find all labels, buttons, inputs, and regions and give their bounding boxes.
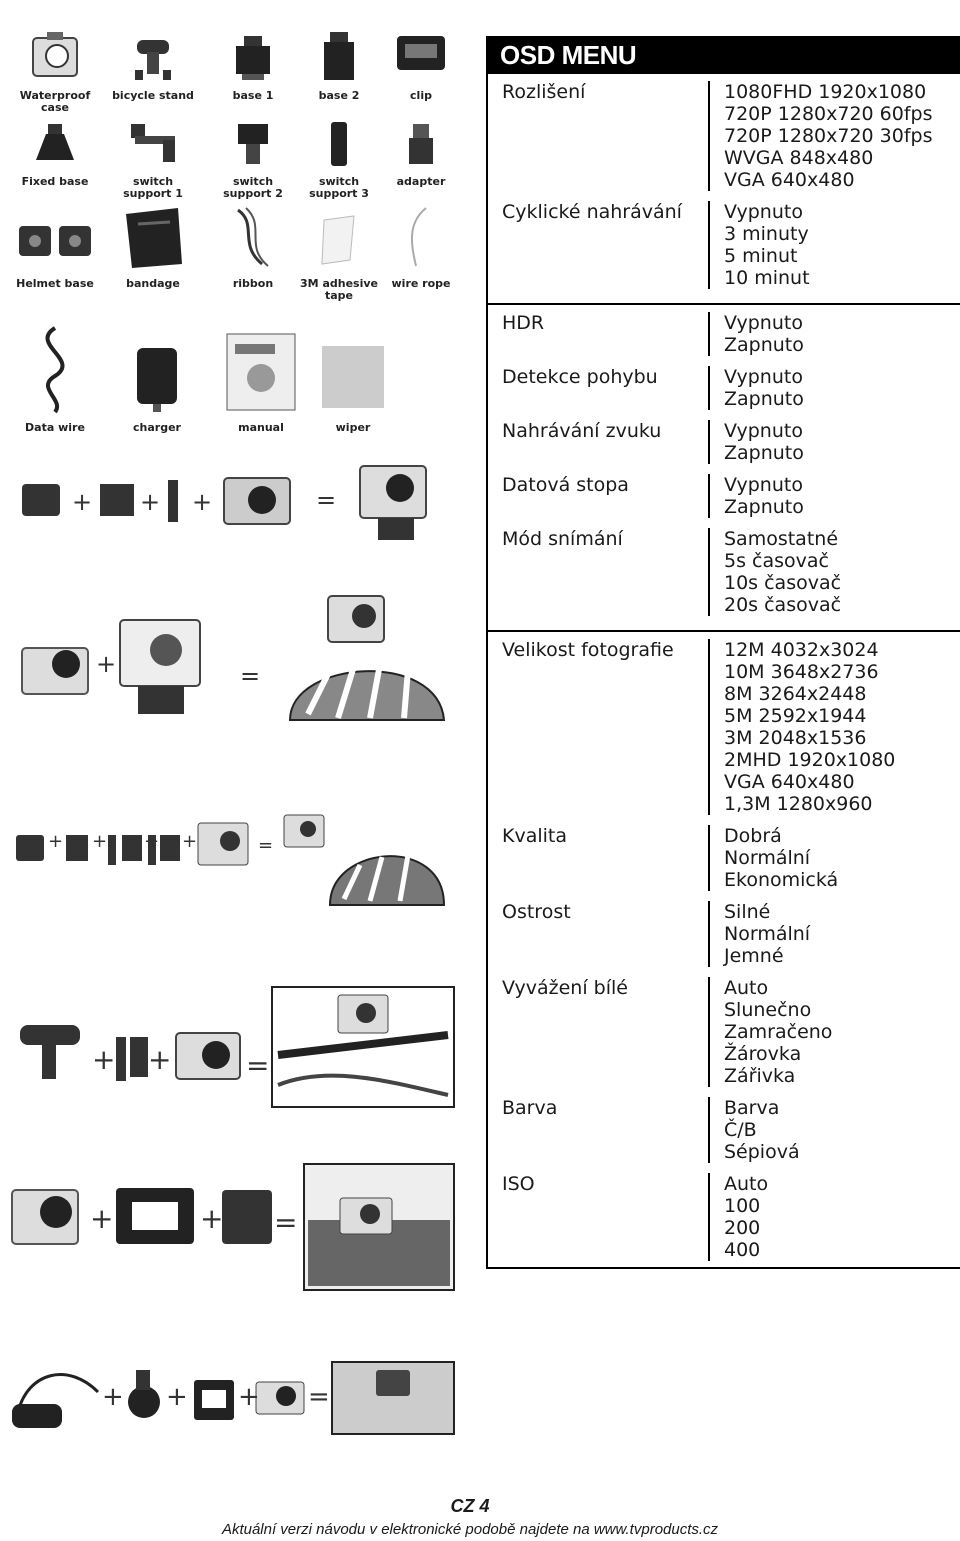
- osd-value: VGA 640x480: [724, 169, 855, 191]
- osd-value: Vypnuto: [724, 474, 803, 496]
- osd-setting-name: Datová stopa: [488, 474, 710, 518]
- osd-value: 1080FHD 1920x1080: [724, 81, 927, 103]
- osd-value: 1,3M 1280x960: [724, 793, 873, 815]
- assembly-combo-2: [8, 590, 463, 740]
- osd-value: Zapnuto: [724, 442, 804, 464]
- bicycle-stand: [108, 28, 198, 102]
- equals-sign: =: [308, 1382, 330, 1412]
- plus-sign: +: [144, 831, 160, 852]
- osd-value: Zapnuto: [724, 334, 804, 356]
- osd-setting-values: [710, 81, 933, 191]
- osd-value: 5M 2592x1944: [724, 705, 867, 727]
- osd-value: 5 minut: [724, 245, 798, 267]
- osd-setting-name: Kvalita: [488, 825, 710, 891]
- osd-setting-name: Rozlišení: [488, 81, 710, 191]
- osd-value: Samostatné: [724, 528, 839, 550]
- switch-support-2-icon: [228, 120, 278, 168]
- accessory-label: Waterproof case: [19, 89, 91, 114]
- osd-setting-values: [710, 639, 895, 815]
- footer-note: Aktuální verzi návodu v elektronické podobě najdete na www.tvproducts.cz: [221, 1521, 719, 1538]
- helmet-base: [10, 200, 100, 290]
- osd-row: [488, 1087, 960, 1163]
- osd-setting-values: [710, 901, 810, 967]
- accessory-label: wire rope: [391, 277, 451, 290]
- accessory-label: Helmet base: [16, 277, 94, 290]
- osd-setting-values: [710, 528, 841, 616]
- accessory-row-1: [8, 28, 463, 114]
- osd-row: [488, 74, 960, 191]
- plus-sign: +: [96, 650, 117, 678]
- assembly-combo-6-illustration: [8, 1352, 463, 1442]
- accessory-row-4: [8, 310, 463, 440]
- adapter: [376, 114, 466, 188]
- osd-setting-name: Barva: [488, 1097, 710, 1163]
- base-2-icon: [314, 30, 364, 82]
- osd-value: Č/B: [724, 1119, 757, 1141]
- page-number: CZ 4: [450, 1496, 490, 1516]
- plus-sign: +: [92, 1043, 116, 1076]
- accessory-label: Data wire: [25, 421, 85, 434]
- equals-sign: =: [316, 486, 337, 514]
- osd-value: Sépiová: [724, 1141, 800, 1163]
- wire-rope: [376, 200, 466, 290]
- osd-value: Žárovka: [724, 1043, 802, 1065]
- plus-sign: +: [90, 1202, 114, 1235]
- plus-sign: +: [92, 831, 108, 852]
- osd-value: Zamračeno: [724, 1021, 833, 1043]
- osd-value: 20s časovač: [724, 594, 842, 616]
- osd-value: Slunečno: [724, 999, 812, 1021]
- osd-setting-name: Nahrávání zvuku: [488, 420, 710, 464]
- osd-setting-values: [710, 977, 832, 1087]
- adapter-icon: [401, 120, 441, 168]
- assembly-combo-6: [8, 1352, 463, 1442]
- osd-setting-name: HDR: [488, 312, 710, 356]
- osd-value: 12M 4032x3024: [724, 639, 879, 661]
- osd-value: 10 minut: [724, 267, 810, 289]
- bandage: [108, 200, 198, 290]
- switch-support-3-icon: [319, 120, 359, 168]
- accessory-label: 3M adhesive tape: [300, 277, 378, 302]
- osd-setting-name: Cyklické nahrávání: [488, 201, 710, 289]
- base-1: [208, 28, 298, 102]
- osd-row: [488, 967, 960, 1087]
- waterproof-case: [10, 28, 100, 114]
- fixed-base: [10, 114, 100, 188]
- osd-setting-values: [710, 312, 804, 356]
- accessory-label: bandage: [126, 277, 180, 290]
- equals-sign: =: [240, 662, 261, 690]
- accessory-label: wiper: [335, 421, 371, 434]
- assembly-combo-4: [8, 985, 463, 1110]
- osd-row: [488, 632, 960, 815]
- osd-value: 3M 2048x1536: [724, 727, 867, 749]
- plus-sign: +: [192, 488, 213, 516]
- osd-value: Vypnuto: [724, 312, 803, 334]
- osd-setting-values: [710, 1097, 800, 1163]
- ribbon-icon: [228, 204, 278, 270]
- osd-value: 10M 3648x2736: [724, 661, 879, 683]
- osd-value: 5s časovač: [724, 550, 829, 572]
- osd-setting-values: [710, 366, 804, 410]
- equals-sign: =: [274, 1206, 298, 1239]
- osd-value: 720P 1280x720 60fps: [724, 103, 933, 125]
- switch-support-3: [294, 114, 384, 200]
- fixed-base-icon: [30, 120, 80, 168]
- base-1-icon: [228, 30, 278, 82]
- osd-setting-values: [710, 201, 810, 289]
- osd-row: [488, 305, 960, 356]
- switch-support-1: [108, 114, 198, 200]
- osd-row: [488, 1163, 960, 1267]
- osd-setting-values: [710, 420, 804, 464]
- accessory-label: manual: [238, 421, 284, 434]
- osd-setting-name: ISO: [488, 1173, 710, 1261]
- osd-menu-table: [486, 36, 960, 1269]
- osd-value: Auto: [724, 1173, 769, 1195]
- accessory-label: charger: [133, 421, 181, 434]
- adhesive-tape: [294, 200, 384, 302]
- adhesive-tape-icon: [314, 210, 364, 270]
- accessory-label: Fixed base: [21, 175, 89, 188]
- equals-sign: =: [246, 1049, 270, 1082]
- osd-value: Zářivka: [724, 1065, 796, 1087]
- assembly-combo-4-illustration: [8, 985, 463, 1110]
- accessory-label: bicycle stand: [112, 89, 194, 102]
- osd-value: Jemné: [724, 945, 784, 967]
- helmet-base-icon: [15, 210, 95, 270]
- accessory-row-3: [8, 200, 463, 310]
- accessory-label: base 1: [232, 89, 274, 102]
- accessory-label: switch support 3: [309, 175, 369, 200]
- osd-value: 720P 1280x720 30fps: [724, 125, 933, 147]
- accessory-label: switch support 2: [223, 175, 283, 200]
- osd-setting-name: Mód snímání: [488, 528, 710, 616]
- accessory-grid: [8, 28, 463, 440]
- manual: [216, 324, 306, 434]
- osd-value: Zapnuto: [724, 388, 804, 410]
- plus-sign: +: [48, 831, 64, 852]
- assembly-combo-3-illustration: [8, 805, 463, 915]
- osd-setting-name: Vyvážení bílé: [488, 977, 710, 1087]
- plus-sign: +: [166, 1382, 188, 1412]
- plus-sign: +: [200, 1202, 224, 1235]
- osd-value: Barva: [724, 1097, 780, 1119]
- osd-group-options: [488, 305, 960, 632]
- osd-value: Zapnuto: [724, 496, 804, 518]
- osd-row: [488, 191, 960, 303]
- osd-value: Vypnuto: [724, 366, 803, 388]
- osd-value: Auto: [724, 977, 769, 999]
- osd-value: 3 minuty: [724, 223, 809, 245]
- osd-row: [488, 891, 960, 967]
- osd-menu-title: OSD MENU: [486, 36, 960, 74]
- osd-setting-name: Detekce pohybu: [488, 366, 710, 410]
- assembly-combo-5: [8, 1162, 463, 1292]
- osd-row: [488, 518, 960, 630]
- osd-group-photo: [488, 632, 960, 1267]
- osd-setting-values: [710, 474, 804, 518]
- osd-row: [488, 815, 960, 891]
- osd-value: Vypnuto: [724, 420, 803, 442]
- plus-sign: +: [102, 1382, 124, 1412]
- osd-value: Normální: [724, 847, 811, 869]
- charger: [112, 324, 202, 434]
- plus-sign: +: [140, 488, 161, 516]
- ribbon: [208, 200, 298, 290]
- osd-row: [488, 410, 960, 464]
- accessory-label: clip: [410, 89, 432, 102]
- plus-sign: +: [72, 488, 93, 516]
- bicycle-stand-icon: [123, 30, 183, 82]
- wiper-icon: [318, 340, 388, 414]
- osd-setting-name: Ostrost: [488, 901, 710, 967]
- accessory-label: base 2: [318, 89, 360, 102]
- osd-value: Ekonomická: [724, 869, 839, 891]
- accessory-label: ribbon: [232, 277, 274, 290]
- bandage-icon: [118, 204, 188, 270]
- charger-icon: [127, 334, 187, 414]
- accessory-sheet: [0, 0, 470, 1460]
- page-footer: [0, 1495, 940, 1540]
- osd-group-video: [488, 74, 960, 305]
- osd-setting-values: [710, 1173, 768, 1261]
- osd-value: Dobrá: [724, 825, 782, 847]
- data-wire-icon: [25, 324, 85, 414]
- osd-value: 10s časovač: [724, 572, 842, 594]
- plus-sign: +: [182, 831, 198, 852]
- clip-icon: [391, 30, 451, 82]
- osd-value: Silné: [724, 901, 771, 923]
- assembly-combo-1: [8, 458, 463, 548]
- osd-value: WVGA 848x480: [724, 147, 874, 169]
- osd-row: [488, 356, 960, 410]
- wire-rope-icon: [396, 204, 446, 270]
- assembly-combo-3: [8, 805, 463, 915]
- assembly-combo-2-illustration: [8, 590, 463, 740]
- plus-sign: +: [238, 1382, 260, 1412]
- plus-sign: +: [148, 1043, 172, 1076]
- osd-value: 100: [724, 1195, 761, 1217]
- wiper: [308, 324, 398, 434]
- base-2: [294, 28, 384, 102]
- accessory-label: switch support 1: [123, 175, 183, 200]
- osd-value: 400: [724, 1239, 761, 1261]
- osd-menu-body: [486, 74, 960, 1269]
- osd-setting-values: [710, 825, 838, 891]
- clip: [376, 28, 466, 102]
- osd-value: VGA 640x480: [724, 771, 855, 793]
- accessory-label: adapter: [396, 175, 446, 188]
- osd-row: [488, 464, 960, 518]
- waterproof-case-icon: [25, 30, 85, 82]
- osd-value: Normální: [724, 923, 811, 945]
- osd-value: 200: [724, 1217, 761, 1239]
- osd-setting-name: Velikost fotografie: [488, 639, 710, 815]
- osd-value: 2MHD 1920x1080: [724, 749, 896, 771]
- equals-sign: =: [258, 835, 274, 856]
- data-wire: [10, 324, 100, 434]
- switch-support-1-icon: [123, 120, 183, 168]
- osd-value: 8M 3264x2448: [724, 683, 867, 705]
- osd-value: Vypnuto: [724, 201, 803, 223]
- assembly-combo-5-illustration: [8, 1162, 463, 1292]
- manual-icon: [221, 330, 301, 414]
- accessory-row-2: [8, 114, 463, 200]
- switch-support-2: [208, 114, 298, 200]
